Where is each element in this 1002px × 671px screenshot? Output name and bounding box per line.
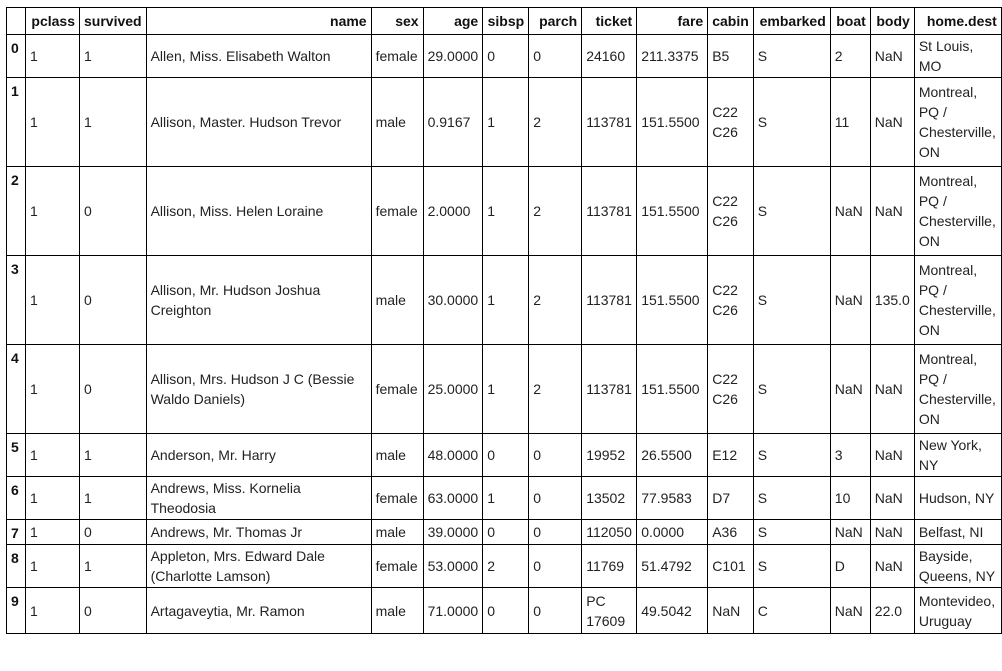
cell-ticket: 113781 [582, 345, 637, 434]
cell-body: NaN [870, 78, 914, 167]
cell-embarked: C [753, 588, 830, 634]
cell-home-dest: Montreal, PQ / Chesterville, ON [914, 256, 1001, 345]
cell-cabin: C22 C26 [708, 345, 754, 434]
row-index: 6 [7, 477, 26, 520]
table-row [7, 35, 1002, 78]
cell-name: Allison, Master. Hudson Trevor [146, 78, 371, 167]
cell-sibsp: 1 [483, 167, 529, 256]
cell-home-dest: New York, NY [914, 434, 1001, 477]
cell-boat: NaN [830, 167, 870, 256]
cell-parch: 2 [529, 345, 582, 434]
header-cell-cabin: cabin [708, 8, 754, 35]
header-cell-sibsp: sibsp [483, 8, 529, 35]
cell-body: NaN [870, 434, 914, 477]
header-cell-name: name [146, 8, 371, 35]
cell-ticket: 24160 [582, 35, 637, 78]
cell-cabin: B5 [708, 35, 754, 78]
cell-pclass: 1 [26, 588, 80, 634]
table-row [7, 545, 1002, 588]
cell-boat: 10 [830, 477, 870, 520]
cell-pclass: 1 [26, 477, 80, 520]
cell-ticket: 112050 [582, 520, 637, 545]
cell-survived: 1 [80, 78, 147, 167]
cell-pclass: 1 [26, 545, 80, 588]
cell-parch: 2 [529, 167, 582, 256]
cell-sibsp: 1 [483, 78, 529, 167]
cell-parch: 0 [529, 520, 582, 545]
cell-body: NaN [870, 345, 914, 434]
table-row [7, 477, 1002, 520]
cell-fare: 151.5500 [637, 256, 708, 345]
header-cell-boat: boat [830, 8, 870, 35]
cell-home-dest: St Louis, MO [914, 35, 1001, 78]
cell-ticket: 113781 [582, 256, 637, 345]
cell-body: NaN [870, 520, 914, 545]
cell-boat: 3 [830, 434, 870, 477]
cell-sex: female [371, 35, 423, 78]
cell-cabin: A36 [708, 520, 754, 545]
cell-survived: 1 [80, 477, 147, 520]
row-index: 5 [7, 434, 26, 477]
cell-name: Andrews, Mr. Thomas Jr [146, 520, 371, 545]
header-cell-home-dest: home.dest [914, 8, 1001, 35]
cell-survived: 0 [80, 588, 147, 634]
table-row [7, 256, 1002, 345]
cell-sex: male [371, 78, 423, 167]
cell-age: 30.0000 [423, 256, 483, 345]
cell-cabin: E12 [708, 434, 754, 477]
cell-name: Andrews, Miss. Kornelia Theodosia [146, 477, 371, 520]
cell-name: Artagaveytia, Mr. Ramon [146, 588, 371, 634]
cell-fare: 26.5500 [637, 434, 708, 477]
header-cell-sex: sex [371, 8, 423, 35]
cell-ticket: 11769 [582, 545, 637, 588]
cell-age: 2.0000 [423, 167, 483, 256]
header-row [7, 8, 1002, 35]
cell-boat: NaN [830, 520, 870, 545]
cell-fare: 151.5500 [637, 345, 708, 434]
cell-body: NaN [870, 477, 914, 520]
cell-home-dest: Montevideo, Uruguay [914, 588, 1001, 634]
cell-ticket: 13502 [582, 477, 637, 520]
table-row [7, 78, 1002, 167]
cell-survived: 0 [80, 345, 147, 434]
cell-fare: 151.5500 [637, 78, 708, 167]
cell-survived: 1 [80, 35, 147, 78]
cell-embarked: S [753, 477, 830, 520]
cell-parch: 0 [529, 35, 582, 78]
cell-boat: 2 [830, 35, 870, 78]
cell-cabin: C101 [708, 545, 754, 588]
row-index: 2 [7, 167, 26, 256]
cell-sex: female [371, 545, 423, 588]
header-cell-body: body [870, 8, 914, 35]
cell-boat: NaN [830, 588, 870, 634]
row-index: 1 [7, 78, 26, 167]
cell-age: 39.0000 [423, 520, 483, 545]
cell-sibsp: 0 [483, 520, 529, 545]
cell-pclass: 1 [26, 434, 80, 477]
cell-home-dest: Montreal, PQ / Chesterville, ON [914, 78, 1001, 167]
cell-name: Anderson, Mr. Harry [146, 434, 371, 477]
cell-cabin: C22 C26 [708, 167, 754, 256]
cell-name: Appleton, Mrs. Edward Dale (Charlotte Lamson) [146, 545, 371, 588]
cell-home-dest: Montreal, PQ / Chesterville, ON [914, 345, 1001, 434]
cell-parch: 2 [529, 78, 582, 167]
cell-boat: NaN [830, 256, 870, 345]
cell-ticket: PC 17609 [582, 588, 637, 634]
row-index: 9 [7, 588, 26, 634]
cell-name: Allison, Mr. Hudson Joshua Creighton [146, 256, 371, 345]
header-cell-index [7, 8, 26, 35]
cell-sibsp: 0 [483, 588, 529, 634]
cell-home-dest: Hudson, NY [914, 477, 1001, 520]
cell-cabin: NaN [708, 588, 754, 634]
cell-ticket: 113781 [582, 167, 637, 256]
cell-sibsp: 0 [483, 434, 529, 477]
cell-survived: 1 [80, 545, 147, 588]
cell-sibsp: 0 [483, 35, 529, 78]
cell-boat: NaN [830, 345, 870, 434]
cell-sex: male [371, 256, 423, 345]
cell-sex: male [371, 520, 423, 545]
cell-fare: 77.9583 [637, 477, 708, 520]
cell-boat: D [830, 545, 870, 588]
cell-embarked: S [753, 345, 830, 434]
cell-ticket: 113781 [582, 78, 637, 167]
cell-age: 48.0000 [423, 434, 483, 477]
cell-embarked: S [753, 520, 830, 545]
table-row [7, 520, 1002, 545]
cell-age: 25.0000 [423, 345, 483, 434]
cell-pclass: 1 [26, 78, 80, 167]
cell-embarked: S [753, 167, 830, 256]
cell-cabin: C22 C26 [708, 256, 754, 345]
header-cell-survived: survived [80, 8, 147, 35]
cell-body: NaN [870, 35, 914, 78]
cell-body: NaN [870, 167, 914, 256]
header-cell-ticket: ticket [582, 8, 637, 35]
cell-name: Allen, Miss. Elisabeth Walton [146, 35, 371, 78]
cell-fare: 151.5500 [637, 167, 708, 256]
cell-embarked: S [753, 545, 830, 588]
cell-embarked: S [753, 78, 830, 167]
cell-fare: 211.3375 [637, 35, 708, 78]
cell-sibsp: 1 [483, 256, 529, 345]
header-cell-parch: parch [529, 8, 582, 35]
cell-age: 63.0000 [423, 477, 483, 520]
row-index: 4 [7, 345, 26, 434]
cell-name: Allison, Miss. Helen Loraine [146, 167, 371, 256]
cell-home-dest: Belfast, NI [914, 520, 1001, 545]
table-body [7, 35, 1002, 634]
table-row [7, 345, 1002, 434]
cell-fare: 49.5042 [637, 588, 708, 634]
row-index: 3 [7, 256, 26, 345]
cell-embarked: S [753, 256, 830, 345]
cell-parch: 2 [529, 256, 582, 345]
cell-sibsp: 1 [483, 345, 529, 434]
cell-pclass: 1 [26, 35, 80, 78]
cell-sibsp: 2 [483, 545, 529, 588]
cell-sex: female [371, 345, 423, 434]
row-index: 0 [7, 35, 26, 78]
cell-embarked: S [753, 434, 830, 477]
cell-survived: 0 [80, 256, 147, 345]
table-row [7, 588, 1002, 634]
cell-survived: 1 [80, 434, 147, 477]
cell-fare: 0.0000 [637, 520, 708, 545]
cell-parch: 0 [529, 434, 582, 477]
cell-survived: 0 [80, 167, 147, 256]
cell-home-dest: Bayside, Queens, NY [914, 545, 1001, 588]
cell-parch: 0 [529, 545, 582, 588]
cell-sex: male [371, 588, 423, 634]
cell-age: 71.0000 [423, 588, 483, 634]
cell-survived: 0 [80, 520, 147, 545]
cell-sex: male [371, 434, 423, 477]
cell-body: NaN [870, 545, 914, 588]
cell-embarked: S [753, 35, 830, 78]
header-cell-pclass: pclass [26, 8, 80, 35]
cell-age: 0.9167 [423, 78, 483, 167]
cell-home-dest: Montreal, PQ / Chesterville, ON [914, 167, 1001, 256]
table-row [7, 167, 1002, 256]
cell-sex: female [371, 167, 423, 256]
cell-age: 29.0000 [423, 35, 483, 78]
table-header [7, 8, 1002, 35]
row-index: 8 [7, 545, 26, 588]
cell-parch: 0 [529, 588, 582, 634]
cell-fare: 51.4792 [637, 545, 708, 588]
cell-pclass: 1 [26, 345, 80, 434]
cell-pclass: 1 [26, 520, 80, 545]
cell-cabin: D7 [708, 477, 754, 520]
cell-body: 22.0 [870, 588, 914, 634]
cell-pclass: 1 [26, 167, 80, 256]
cell-sex: female [371, 477, 423, 520]
cell-pclass: 1 [26, 256, 80, 345]
cell-parch: 0 [529, 477, 582, 520]
cell-age: 53.0000 [423, 545, 483, 588]
cell-body: 135.0 [870, 256, 914, 345]
header-cell-age: age [423, 8, 483, 35]
cell-cabin: C22 C26 [708, 78, 754, 167]
header-cell-fare: fare [637, 8, 708, 35]
cell-ticket: 19952 [582, 434, 637, 477]
table-row [7, 434, 1002, 477]
cell-name: Allison, Mrs. Hudson J C (Bessie Waldo Daniels) [146, 345, 371, 434]
dataframe-table [6, 7, 1002, 634]
cell-sibsp: 1 [483, 477, 529, 520]
row-index: 7 [7, 520, 26, 545]
cell-boat: 11 [830, 78, 870, 167]
header-cell-embarked: embarked [753, 8, 830, 35]
